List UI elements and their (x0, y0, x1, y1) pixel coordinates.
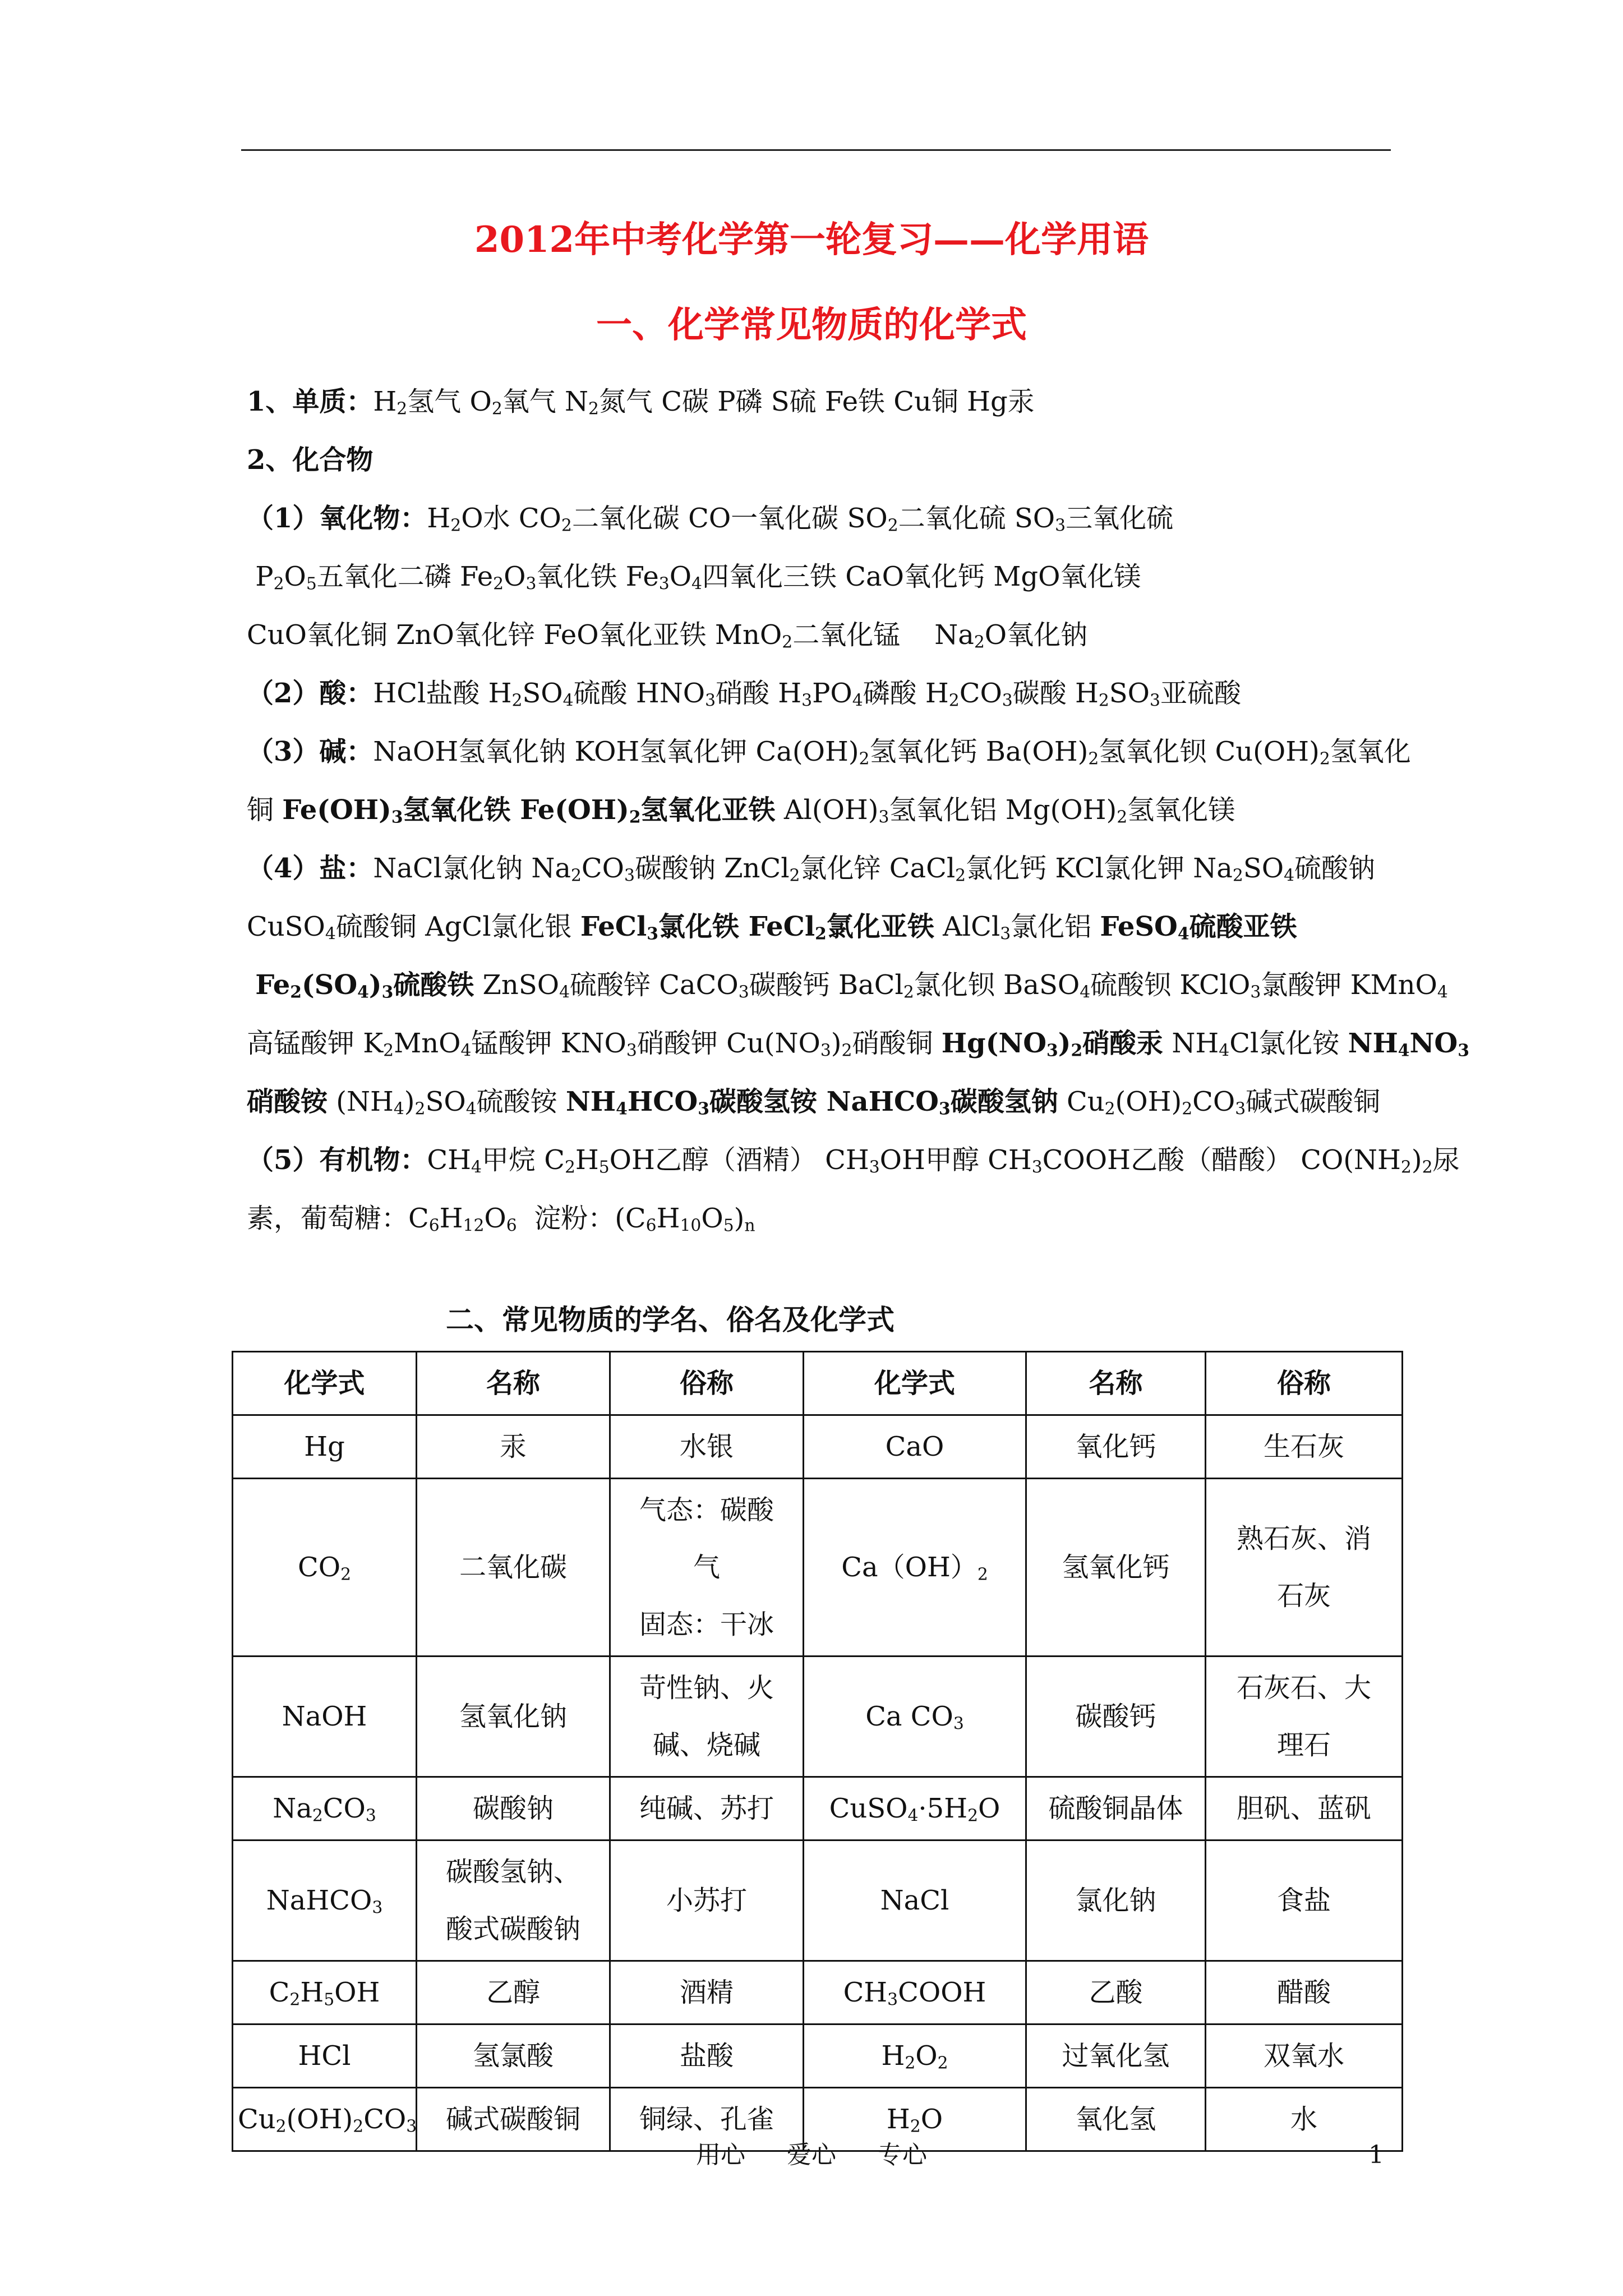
table-cell: 石灰石、大 理石 (1206, 1657, 1403, 1777)
table-cell: 乙酸 (1026, 1961, 1206, 2024)
table-cell: 碳酸钙 (1026, 1657, 1206, 1777)
section-1-title: 一、化学常见物质的化学式 (596, 304, 1027, 346)
table-cell: 铜绿、孔雀 (610, 2088, 804, 2151)
table-cell: $CH_3COOH$ (804, 1961, 1026, 2024)
section-2-title: 二、常见物质的学名、俗名及化学式 (446, 1303, 895, 1336)
table-cell: 生石灰 (1206, 1415, 1403, 1479)
table-cell: 酒精 (610, 1961, 804, 2024)
text-line: 硝酸铵 $(NH_4)_2SO_4$硫酸铵 $NH_4HCO_3$碳酸氢铵 NaHCO$_3$碳酸氢钠 $Cu_2(OH)_2CO_3$碱式碳酸铜 (247, 1086, 1381, 1119)
table-cell: 水 (1206, 2088, 1403, 2151)
table-cell: 食盐 (1206, 1841, 1403, 1961)
text-line: 铜 $Fe(OH)_3$氢氧化铁 $Fe(OH)_2$氢氧化亚铁 $Al(OH)_3$氢氧化铝 $Mg(OH)_2$氢氧化镁 (247, 794, 1235, 827)
table-cell: 苛性钠、火 碱、烧碱 (610, 1657, 804, 1777)
table-cell: 纯碱、苏打 (610, 1777, 804, 1841)
table-cell: 碳酸氢钠、 酸式碳酸钠 (417, 1841, 610, 1961)
table-cell: 醋酸 (1206, 1961, 1403, 2024)
table-cell: 硫酸铜晶体 (1026, 1777, 1206, 1841)
header-rule (241, 149, 1391, 151)
table-cell: NaCl (804, 1841, 1026, 1961)
table-cell: 乙醇 (417, 1961, 610, 2024)
table-cell: $C_2H_5OH$ (233, 1961, 417, 2024)
text-line: CuO氧化铜 ZnO氧化锌 FeO氧化亚铁 MnO$_2$二氧化锰 $Na_2O$氧化钠 (247, 619, 1088, 652)
footer-item: 爱心 (787, 2141, 836, 2169)
table-cell: 水银 (610, 1415, 804, 1479)
table-cell: 氢氧化钙 (1026, 1479, 1206, 1657)
table-cell: 氧化钙 (1026, 1415, 1206, 1479)
table-cell: Ca $CO_3$ (804, 1657, 1026, 1777)
table-cell: 二氧化碳 (417, 1479, 610, 1657)
table-cell: $Na_2CO_3$ (233, 1777, 417, 1841)
table-cell: NaOH (233, 1657, 417, 1777)
table-cell: Hg (233, 1415, 417, 1479)
table-cell: $Cu_2(OH)_2CO_3$ (233, 2088, 417, 2151)
text-line: （3）碱：NaOH氢氧化钠 KOH氢氧化钾 $Ca(OH)_2$氢氧化钙 $Ba(OH)_2$氢氧化钡 $Cu(OH)_2$氢氧化 (247, 736, 1411, 769)
table-row (233, 1657, 1403, 1777)
table-cell: 胆矾、蓝矾 (1206, 1777, 1403, 1841)
text-line: 素，葡萄糖：$C_6H_{12}O_6$ 淀粉：$(C_6H_{10}O_5)_n$ (247, 1203, 755, 1236)
text-line: （1）氧化物：$H_2O$水 $CO_2$二氧化碳 CO一氧化碳 $SO_2$二氧化硫 $SO_3$三氧化硫 (247, 503, 1174, 536)
table-cell: NaHCO$_3$ (233, 1841, 417, 1961)
table-cell: $CO_2$ (233, 1479, 417, 1657)
table-cell: CaO (804, 1415, 1026, 1479)
table-cell: $CuSO_4\cdot 5H_2O$ (804, 1777, 1026, 1841)
table-cell: $H_2O_2$ (804, 2024, 1026, 2088)
text-line: $Fe_2(SO_4)_3$硫酸铁 ZnSO$_4$硫酸锌 CaCO$_3$碳酸钙 BaCl$_2$氯化钡 BaSO$_4$硫酸钡 KClO$_3$氯酸钾 KMnO$_4$ (255, 969, 1448, 1002)
table-row (233, 2024, 1403, 2088)
page-title: 2012年中考化学第一轮复习——化学用语 (474, 219, 1149, 261)
table-cell: 双氧水 (1206, 2024, 1403, 2088)
table-cell: 氯化钠 (1026, 1841, 1206, 1961)
text-line: CuSO$_4$硫酸铜 AgCl氯化银 FeCl$_3$氯化铁 FeCl$_2$氯化亚铁 AlCl$_3$氯化铝 FeSO$_4$硫酸亚铁 (247, 911, 1297, 944)
table-cell: 碳酸钠 (417, 1777, 610, 1841)
table-header-cell: 化学式 (804, 1352, 1026, 1415)
text-line: 1、单质：$H_2$氢气 $O_2$氧气 $N_2$氮气 C碳 P磷 S硫 Fe铁 Cu铜 Hg汞 (247, 386, 1035, 419)
table-cell: HCl (233, 2024, 417, 2088)
text-line: 高锰酸钾 $K_2MnO_4$锰酸钾 $KNO_3$硝酸钾 $Cu(NO_3)_2$硝酸铜 $Hg(NO_3)_2$硝酸汞 $NH_4Cl$氯化铵 $NH_4NO_3$ (247, 1028, 1469, 1061)
table-cell: 氧化氢 (1026, 2088, 1206, 2151)
table-cell: 熟石灰、消 石灰 (1206, 1479, 1403, 1657)
text-line: （2）酸：HCl盐酸 $H_2SO_4$硫酸 $HNO_3$硝酸 $H_3PO_4$磷酸 $H_2CO_3$碳酸 $H_2SO_3$亚硫酸 (247, 678, 1241, 711)
table-cell: $H_2O$ (804, 2088, 1026, 2151)
table-cell: 气态：碳酸 气 固态：干冰 (610, 1479, 804, 1657)
text-line: 2、化合物 (247, 444, 374, 476)
substance-table (232, 1351, 1403, 2152)
table-header-cell: 名称 (417, 1352, 610, 1415)
table-cell: 汞 (417, 1415, 610, 1479)
table-header-cell: 俗称 (610, 1352, 804, 1415)
text-line: （4）盐：NaCl氯化钠 $Na_2CO_3$碳酸钠 ZnCl$_2$氯化锌 CaCl$_2$氯化钙 KCl氯化钾 $Na_2SO_4$硫酸钠 (247, 853, 1376, 886)
formula-list (247, 372, 1469, 1248)
table-cell: $Ca(OH)_2$ (804, 1479, 1026, 1657)
table-row (233, 1841, 1403, 1961)
text-line: $P_2O_5$五氧化二磷 $Fe_2O_3$氧化铁 $Fe_3O_4$四氧化三铁 CaO氧化钙 MgO氧化镁 (247, 561, 1141, 594)
table-cell: 小苏打 (610, 1841, 804, 1961)
table-cell: 碱式碳酸铜 (417, 2088, 610, 2151)
table-header-row (233, 1352, 1403, 1415)
table-cell: 过氧化氢 (1026, 2024, 1206, 2088)
table-row (233, 1961, 1403, 2024)
table-header-cell: 化学式 (233, 1352, 417, 1415)
page-number: 1 (1368, 2141, 1384, 2169)
table-cell: 氢氯酸 (417, 2024, 610, 2088)
table-row (233, 1415, 1403, 1479)
table-cell: 盐酸 (610, 2024, 804, 2088)
footer-item: 用心 (696, 2141, 745, 2169)
text-line: （5）有机物：$CH_4$甲烷 $C_2H_5OH$乙醇（酒精） $CH_3OH$甲醇 $CH_3COOH$乙酸（醋酸） $CO(NH_2)_2$尿 (247, 1144, 1460, 1177)
table-header-cell: 俗称 (1206, 1352, 1403, 1415)
table-row (233, 1479, 1403, 1657)
footer-item: 专心 (878, 2141, 927, 2169)
table-header-cell: 名称 (1026, 1352, 1206, 1415)
table-row (233, 1777, 1403, 1841)
table-cell: 氢氧化钠 (417, 1657, 610, 1777)
